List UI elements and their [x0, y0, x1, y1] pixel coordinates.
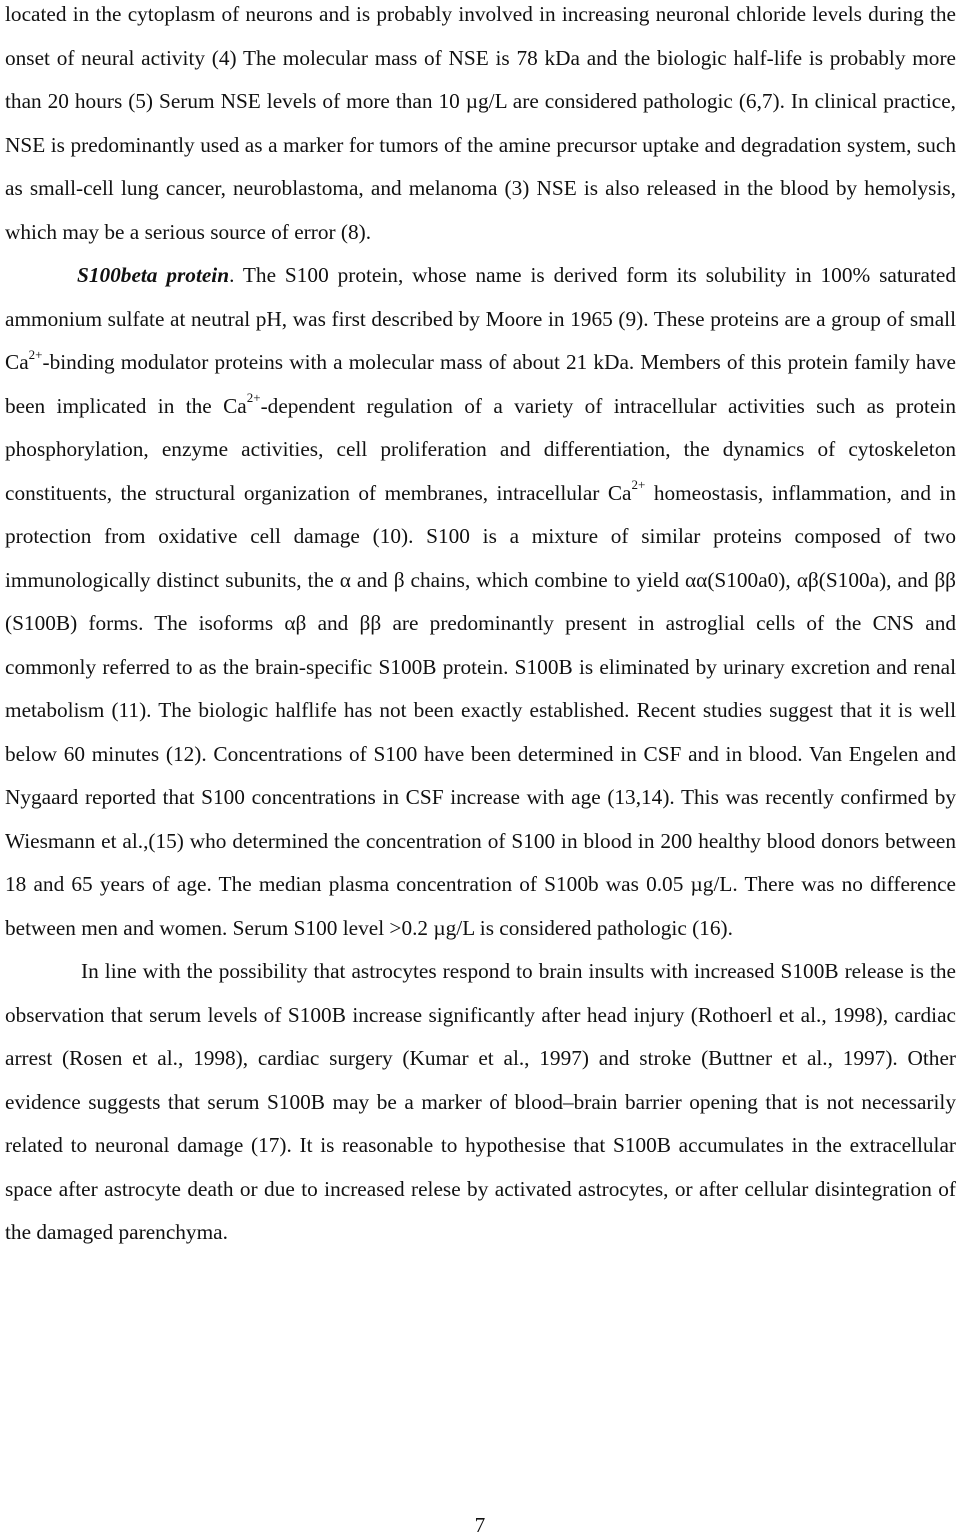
- paragraph-s100beta: [5, 254, 956, 950]
- section-heading-s100beta: S100beta protein: [77, 263, 230, 287]
- page-number: 7: [474, 1513, 486, 1537]
- paragraph-text-segment: . The S100 protein, whose name is derived form its solubility in 100% saturated ammonium sulfate at neutral pH, was first described by Moore in 1965 (9). These proteins are a group of small Ca: [5, 263, 956, 374]
- paragraph-nse-continued: located in the cytoplasm of neurons and is probably involved in increasing neuronal chloride levels during the onset of neural activity (4) The molecular mass of NSE is 78 kDa and the biologic half-life is probably more than 20 hours (5) Serum NSE levels of more than 10 µg/L are considered pathologic (6,7). In clinical practice, NSE is predominantly used as a marker for tumors of the amine precursor uptake and degradation system, such as small-cell lung cancer, neuroblastoma, and melanoma (3) NSE is also released in the blood by hemolysis, which may be a serious source of error (8).: [5, 2, 956, 244]
- superscript-charge: 2+: [631, 477, 646, 493]
- superscript-charge: 2+: [246, 390, 261, 406]
- paragraph-astrocytes: In line with the possibility that astrocytes respond to brain insults with increased S100B release is the observation that serum levels of S100B increase significantly after head injury (Rothoerl et al., 1998), cardiac arrest (Rosen et al., 1998), cardiac surgery (Kumar et al., 1997) and stroke (Buttner et al., 1997). Other evidence suggests that serum S100B may be a marker of blood–brain barrier opening that is not necessarily related to neuronal damage (17). It is reasonable to hypothesise that S100B accumulates in the extracellular space after astrocyte death or due to increased relese by activated astrocytes, or after cellular disintegration of the damaged parenchyma.: [5, 959, 956, 1244]
- paragraph-text-segment: -dependent regulation of a variety of intracellular activities such as protein phosphorylation, enzyme activities, cell proliferation and differentiation, the dynamics of cytoskeleton constituents, the structural organization of membranes, intracellular Ca: [5, 393, 956, 505]
- document-body: [5, 0, 956, 1255]
- paragraph-text-segment: -binding modulator proteins with a molecular mass of about 21 kDa. Members of this protein family have been implicated in the Ca: [5, 350, 956, 418]
- paragraph-text-segment: homeostasis, inflammation, and in protection from oxidative cell damage (10). S100 is a mixture of similar proteins composed of two immunologically distinct subunits, the α and β chains, which combine to yield αα(S100a0), αβ(S100a), and ββ (S100B) forms. The isoforms αβ and ββ are predominantly present in astroglial cells of the CNS and commonly referred to as the brain-specific S100B protein. S100B is eliminated by urinary excretion and renal metabolism (11). The biologic halflife has not been exactly established. Recent studies suggest that it is well below 60 minutes (12). Concentrations of S100 have been determined in CSF and in blood. Van Engelen and Nygaard reported that S100 concentrations in CSF increase with age (13,14). This was recently confirmed by Wiesmann et al.,(15) who determined the concentration of S100 in blood in 200 healthy blood donors between 18 and 65 years of age. The median plasma concentration of S100b was 0.05 µg/L. There was no difference between men and women. Serum S100 level >0.2 µg/L is considered pathologic (16).: [5, 480, 956, 940]
- superscript-charge: 2+: [28, 346, 43, 362]
